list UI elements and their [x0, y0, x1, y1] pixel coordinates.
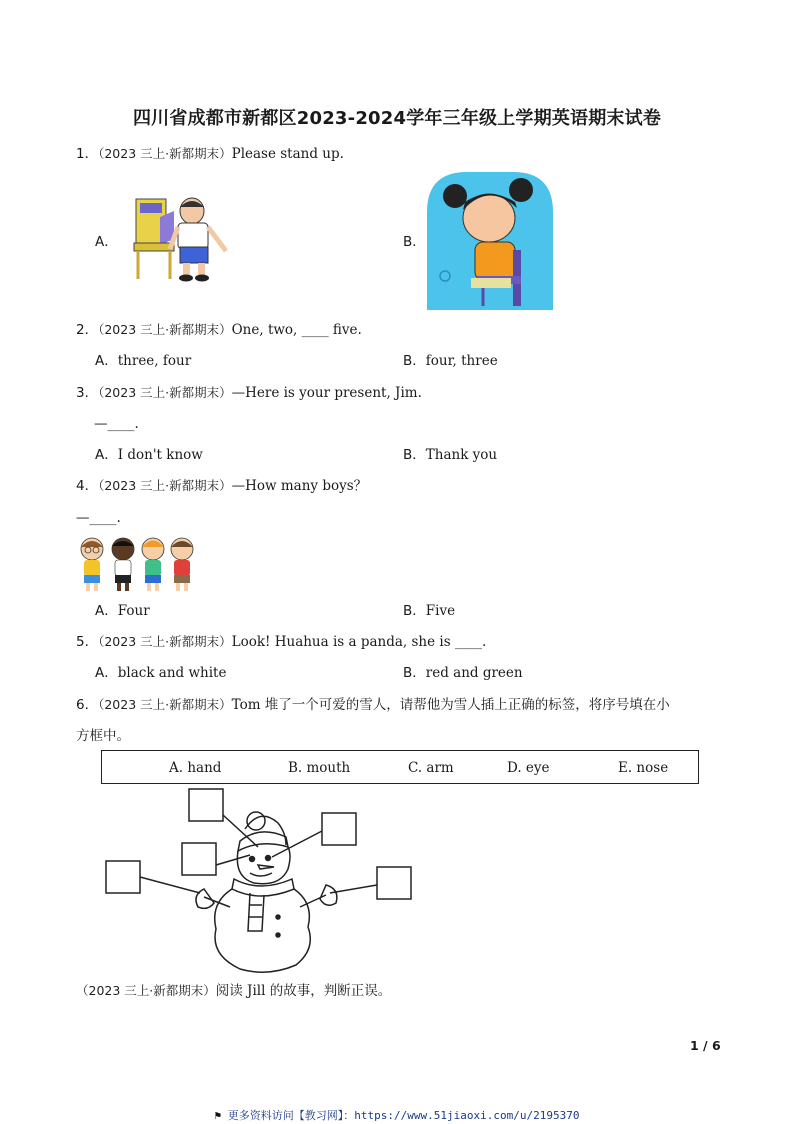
answer-box[interactable]: [189, 789, 223, 821]
question-source: （2023 三上·新都期末）: [98, 634, 232, 649]
answer-line: —____.: [76, 510, 121, 526]
option-b: [403, 352, 498, 370]
four-boys-illustration: [76, 535, 200, 593]
option-label: B．: [403, 447, 426, 463]
question-source: （2023 三上·新都期末）: [98, 322, 232, 337]
answer-line: —____.: [94, 416, 139, 432]
question-text: Please stand up.: [231, 146, 344, 162]
question-source: （2023 三上·新都期末）: [98, 478, 232, 493]
option-b: [403, 446, 497, 464]
word-option: A. hand: [169, 760, 222, 776]
option-a: [95, 602, 150, 620]
page-number: 1 / 6: [690, 1038, 721, 1053]
question-text: One, two, ____ five.: [231, 322, 362, 338]
question-number: 2．: [76, 322, 99, 338]
option-label: A．: [95, 603, 118, 619]
question-2: [76, 321, 362, 339]
reading-section-heading: [76, 982, 391, 1000]
question-number: 1．: [76, 146, 99, 162]
question-source: （2023 三上·新都期末）: [98, 697, 232, 712]
question-number: 5．: [76, 634, 99, 650]
option-text: Thank you: [425, 447, 498, 463]
word-bank-box: [101, 750, 699, 784]
option-text: red and green: [425, 665, 523, 681]
option-label: A．: [95, 447, 118, 463]
option-a-label: A．: [95, 234, 118, 250]
option-text: Five: [425, 603, 456, 619]
word-option: C. arm: [408, 760, 454, 776]
question-text: 阅读 Jill 的故事，判断正误。: [215, 983, 392, 999]
question-text: Look! Huahua is a panda, she is ____.: [231, 634, 487, 650]
question-number: 4．: [76, 478, 99, 494]
question-number: 3．: [76, 385, 99, 401]
question-source: （2023 三上·新都期末）: [98, 385, 232, 400]
question-text: Tom 堆了一个可爱的雪人，请帮他为雪人插上正确的标签，将序号填在小: [231, 697, 670, 713]
option-label: B．: [403, 353, 426, 369]
word-option: D. eye: [507, 760, 550, 776]
answer-box[interactable]: [182, 843, 216, 875]
option-b: [403, 664, 523, 682]
option-text: Four: [117, 603, 150, 619]
page-title: 四川省成都市新都区2023-2024学年三年级上学期英语期末试卷: [132, 108, 662, 129]
question-4: [76, 477, 367, 495]
footer-link[interactable]: [0, 1107, 794, 1123]
option-text: I don't know: [117, 447, 203, 463]
option-b-label: B．: [403, 234, 426, 250]
question-text: —Here is your present, Jim.: [231, 385, 422, 401]
girl-sitting-illustration: [427, 172, 553, 310]
answer-box[interactable]: [106, 861, 140, 893]
option-a: [95, 664, 226, 682]
answer-box[interactable]: [377, 867, 411, 899]
question-number: 6．: [76, 697, 99, 713]
option-label: B．: [403, 665, 426, 681]
option-text: black and white: [117, 665, 227, 681]
question-1: [76, 145, 344, 163]
question-3: [76, 384, 422, 402]
option-label: A．: [95, 353, 118, 369]
boy-standing-illustration: [130, 193, 240, 285]
word-option: B. mouth: [288, 760, 351, 776]
option-text: three, four: [117, 353, 192, 369]
question-6: [76, 696, 670, 714]
option-text: four, three: [425, 353, 498, 369]
word-option: E. nose: [618, 760, 669, 776]
question-source: （2023 三上·新都期末）: [98, 146, 232, 161]
option-b: [403, 602, 455, 620]
answer-box[interactable]: [322, 813, 356, 845]
option-label: B．: [403, 603, 426, 619]
snowman-labeling-diagram: [100, 785, 420, 975]
option-a: [95, 446, 203, 464]
option-label: A．: [95, 665, 118, 681]
footer-text: 更多资料访问【教习网】：https://www.51jiaoxi.com/u/2195370: [227, 1109, 580, 1122]
flag-icon: ⚑: [214, 1109, 222, 1122]
question-text-continued: 方框中。: [76, 728, 130, 744]
question-source: （2023 三上·新都期末）: [76, 983, 216, 998]
question-5: [76, 633, 486, 651]
option-a: [95, 352, 191, 370]
question-text: —How many boys？: [231, 478, 368, 494]
